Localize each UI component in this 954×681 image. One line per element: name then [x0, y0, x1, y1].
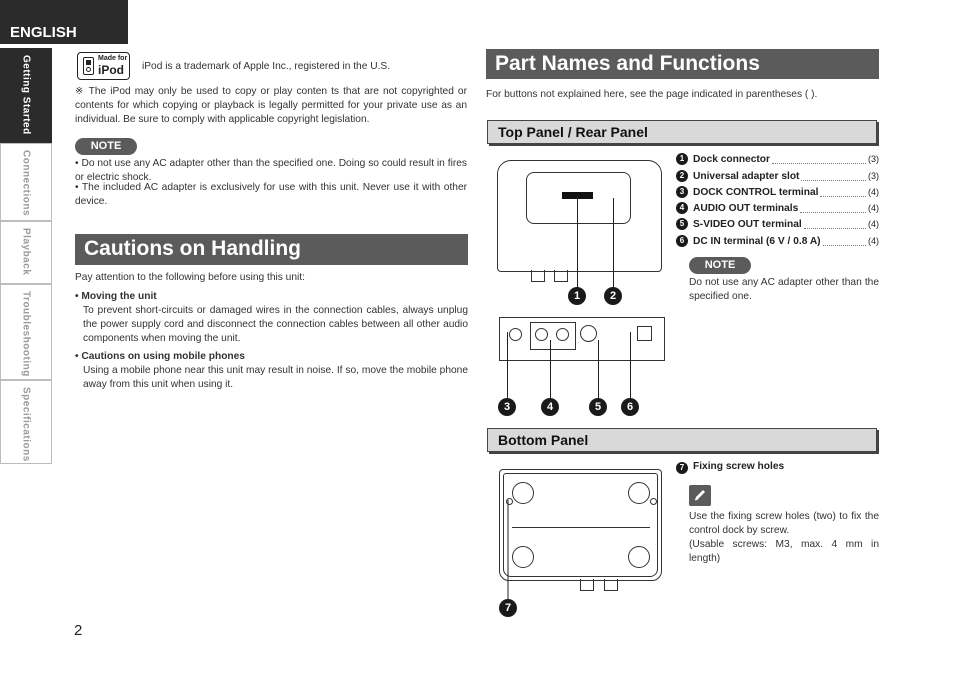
parts-intro: For buttons not explained here, see the page indicated in parentheses ( ).: [486, 89, 818, 100]
leader-line: [630, 332, 631, 398]
part-number: 1: [676, 153, 688, 165]
part-number: 2: [676, 170, 688, 182]
part-page: (3): [868, 171, 879, 181]
part-item-7: [676, 461, 784, 474]
part-page: (4): [868, 187, 879, 197]
leader-line: [613, 198, 614, 288]
caution-heading-text: Cautions on using mobile phones: [81, 351, 245, 362]
side-tab-label: Troubleshooting: [20, 291, 32, 377]
part-number: 7: [676, 462, 688, 474]
side-tab-label: Specifications: [20, 387, 32, 462]
callout-4: 4: [541, 398, 559, 416]
caution-heading-moving: • Moving the unit: [75, 291, 157, 302]
copyright-note: ※ The iPod may only be used to copy or play conten ts that are not copyrighted or contents for which copying or playback is legally permitted for your private use as an individual. Be sure to comply with applicable copyright legislation.: [75, 86, 467, 125]
callout-3: 3: [498, 398, 516, 416]
part-item-5: [676, 218, 879, 230]
part-page: (4): [868, 203, 879, 213]
dc-in-jack: [637, 326, 652, 341]
leader-line: [550, 340, 551, 398]
caution-body-moving: To prevent short-circuits or damaged wires in the connection cables, always unplug the power supply cord and disconnect the connection cables between all other audio components when moving the unit.: [83, 305, 468, 344]
part-item-6: [676, 235, 879, 247]
part-label: DOCK CONTROL terminal: [693, 186, 819, 198]
bottom-panel-text: Use the fixing screw holes (two) to fix the control dock by screw.: [689, 511, 879, 536]
callout-2: 2: [604, 287, 622, 305]
audio-out-group: [530, 322, 576, 350]
ipod-icon: [83, 57, 94, 75]
note-item: • Do not use any AC adapter other than the specified one. Doing so could result in fires or electric shock.: [75, 158, 467, 183]
part-page: (3): [868, 154, 879, 164]
foot-shape: [531, 270, 545, 282]
bottom-panel-screw-spec: (Usable screws: M3, max. 4 mm in length): [689, 539, 879, 564]
part-label: AUDIO OUT terminals: [693, 202, 799, 214]
part-label: Dock connector: [693, 153, 770, 165]
s-video-jack: [580, 325, 597, 342]
foot-shape: [580, 579, 594, 591]
pencil-icon: [689, 485, 711, 506]
leader-line: [507, 332, 508, 398]
caution-body-mobile: Using a mobile phone near this unit may result in noise. If so, move the mobile phone away from this unit when using it.: [83, 365, 468, 390]
screw-hole: [650, 498, 657, 505]
page-number: 2: [74, 622, 83, 639]
side-tab-connections[interactable]: [0, 143, 52, 221]
trademark-text: iPod is a trademark of Apple Inc., registered in the U.S.: [142, 61, 391, 72]
side-tab-getting-started[interactable]: [0, 48, 52, 143]
side-tab-label: Playback: [20, 228, 32, 276]
part-number: 4: [676, 202, 688, 214]
note-right-text: Do not use any AC adapter other than the specified one.: [689, 277, 879, 302]
part-label: DC IN terminal (6 V / 0.8 A): [693, 235, 821, 247]
parts-heading: Part Names and Functions: [486, 49, 879, 79]
leader-line: [495, 495, 525, 605]
part-label: S-VIDEO OUT terminal: [693, 218, 802, 230]
leader-line: [577, 195, 578, 288]
side-tab-playback[interactable]: [0, 221, 52, 284]
rear-panel-diagram: [499, 317, 665, 361]
foot-shape: [604, 579, 618, 591]
part-page: (4): [868, 236, 879, 246]
badge-line2: iPod: [98, 63, 124, 77]
side-tab-troubleshooting[interactable]: [0, 284, 52, 380]
leader-line: [598, 340, 599, 398]
part-page: (4): [868, 219, 879, 229]
top-rear-panel-heading: Top Panel / Rear Panel: [487, 120, 877, 144]
dock-control-jack: [509, 328, 522, 341]
caution-heading-mobile: • Cautions on using mobile phones: [75, 351, 245, 362]
made-for-ipod-badge: [77, 52, 130, 80]
callout-7: 7: [499, 599, 517, 617]
foot-shape: [554, 270, 568, 282]
note-badge: NOTE: [689, 257, 751, 274]
part-item-2: [676, 170, 879, 182]
side-tab-label: Connections: [20, 150, 32, 217]
part-label: Universal adapter slot: [693, 170, 800, 182]
side-tab-specifications[interactable]: [0, 380, 52, 464]
bottom-panel-heading: Bottom Panel: [487, 428, 877, 452]
caution-heading-text: Moving the unit: [81, 291, 157, 302]
part-item-1: [676, 153, 879, 165]
language-label: ENGLISH: [10, 24, 77, 41]
cautions-heading: Cautions on Handling: [75, 234, 468, 265]
callout-5: 5: [589, 398, 607, 416]
top-panel-diagram: [497, 160, 662, 272]
language-tab: [0, 0, 128, 44]
side-tab-label: Getting Started: [20, 55, 32, 135]
part-label: Fixing screw holes: [693, 461, 785, 472]
callout-1: 1: [568, 287, 586, 305]
callout-6: 6: [621, 398, 639, 416]
part-item-3: [676, 186, 879, 198]
note-item: • The included AC adapter is exclusively for use with this unit. Never use it with other device.: [75, 182, 467, 207]
note-badge: NOTE: [75, 138, 137, 155]
part-item-4: [676, 202, 879, 214]
part-number: 5: [676, 218, 688, 230]
cautions-intro: Pay attention to the following before using this unit:: [75, 272, 305, 283]
part-number: 6: [676, 235, 688, 247]
badge-line1: Made for: [98, 55, 128, 62]
foot-circle: [628, 546, 650, 568]
part-number: 3: [676, 186, 688, 198]
